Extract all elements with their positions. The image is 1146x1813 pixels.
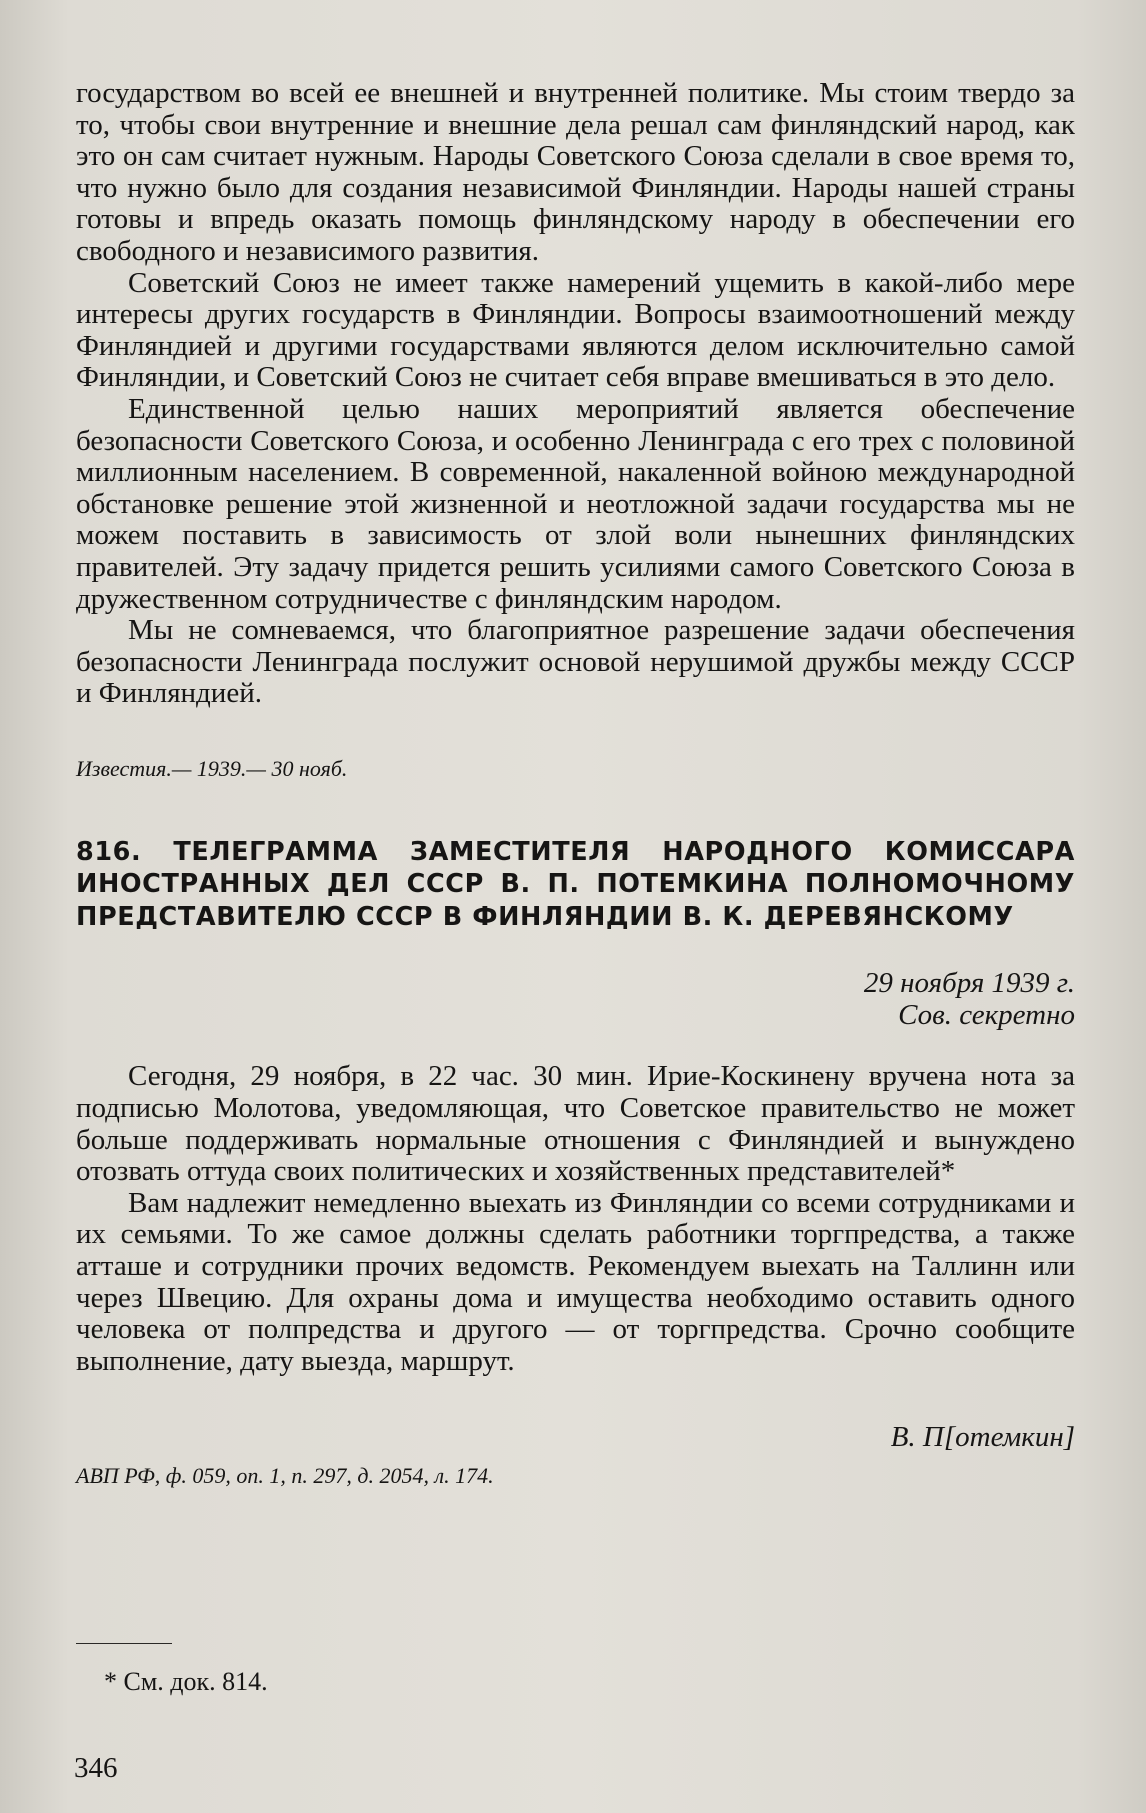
source-citation: Известия.— 1939.— 30 нояб. [76,755,348,781]
archive-citation: АВП РФ, ф. 059, оп. 1, п. 297, д. 2054, л. 174. [76,1463,494,1489]
page-number: 346 [74,1752,118,1784]
paragraph: Единственной целью наших мероприятий является обеспечение безопасности Советского Союза, и особенно Ленинграда с его трех с половиной миллионным населением. В современной, накаленной войною международной обстановке решение этой жизненной и неотложной задачи государства мы не можем поставить в зависимость от злой воли нынешних финляндских правителей. Эту задачу придется решить усилиями самого Советского Союза в дружественном сотрудничестве с финляндским народом. [76,392,1075,615]
paragraph: Вам надлежит немедленно выехать из Финляндии со всеми сотрудниками и их семьями. То же самое должны сделать работники торгпредства, а также атташе и сотрудники прочих ведомств. Рекомендуем выехать на Таллинн или через Швецию. Для охраны дома и имущества необходимо оставить одного человека от полпредства и другого — от торгпредства. Срочно сообщите выполнение, дату выезда, маршрут. [76,1186,1075,1377]
document-meta [76,967,1075,1031]
paragraph: Советский Союз не имеет также намерений ущемить в какой-либо мере интересы других государств в Финляндии. Вопросы взаимоотношений между Финляндией и другими государствами являются делом исключительно самой Финляндии, и Советский Союз не считает себя вправе вмешиваться в это дело. [76,266,1075,394]
document-date: 29 ноября 1939 г. [863,967,1075,1000]
footnote: * См. док. 814. [104,1667,268,1696]
footnote-divider [76,1643,172,1644]
paragraph-continued: государством во всей ее внешней и внутренней политике. Мы стоим твердо за то, чтобы свои внутренние и внешние дела решал сам финляндский народ, как это он сам считает нужным. Народы Советского Союза сделали в свое время то, что нужно было для создания независимой Финляндии. Народы нашей страны готовы и впредь оказать помощь финляндскому народу в обеспечении его свободного и независимого развития. [76,77,1075,267]
page-content [76,78,1075,1489]
document-heading: 816. ТЕЛЕГРАММА ЗАМЕСТИТЕЛЯ НАРОДНОГО КОМИССАРА ИНОСТРАННЫХ ДЕЛ СССР В. П. ПОТЕМКИНА ПОЛНОМОЧНОМУ ПРЕДСТАВИТЕЛЮ СССР В ФИНЛЯНДИИ В. К. ДЕРЕВЯНСКОМУ [76,836,1075,932]
classification-label: Сов. секретно [898,999,1075,1032]
signature: В. П[отемкин] [890,1421,1075,1454]
paragraph: Мы не сомневаемся, что благоприятное разрешение задачи обеспечения безопасности Ленинграда послужит основой нерушимой дружбы между СССР и Финляндией. [76,614,1075,710]
telegram-body [76,1061,1075,1377]
paragraph: Сегодня, 29 ноября, в 22 час. 30 мин. Ирие-Коскинену вручена нота за подписью Молотова, уведомляющая, что Советское правительство не может больше поддерживать нормальные отношения с Финляндией и вынуждено отозвать оттуда своих политических и хозяйственных представителей* [76,1060,1075,1188]
